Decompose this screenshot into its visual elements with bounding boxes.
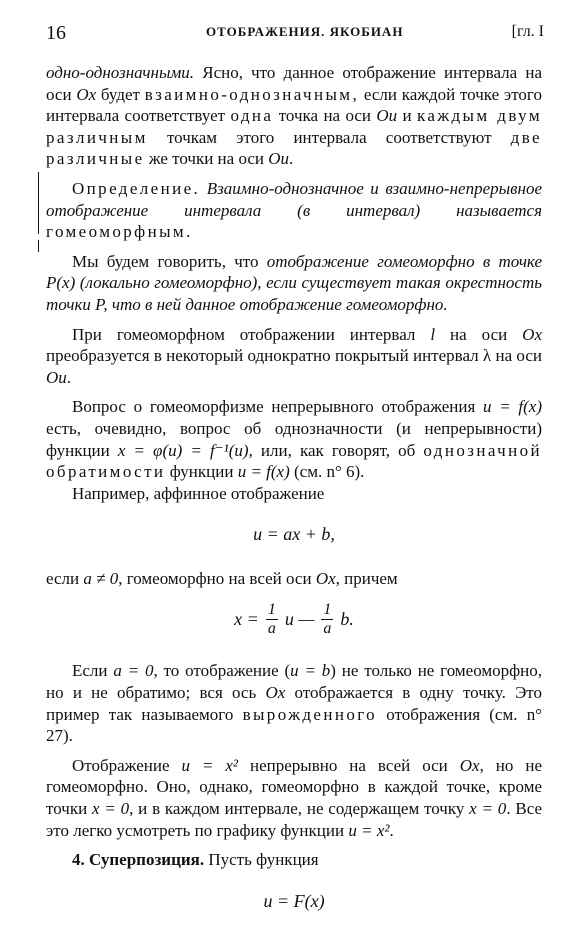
margin-mark (38, 172, 39, 234)
paragraph: Например, аффинное отображение (72, 483, 325, 503)
paragraph: Вопрос о гомеоморфизме непрерывного отображения u = f(x) есть, очевидно, вопрос об однозначности (и непрерывности) функции x = φ(u) = f⁻¹(u), или, как говорят, об однозначной обратимости функции u = f(x) (см. n° 6). (46, 397, 542, 482)
page-number: 16 (46, 22, 66, 44)
definition: Определение. Взаимно-однозначное и взаимно-непрерывное отображение интервала (в интервал) называется гомеоморфным. (46, 178, 542, 242)
paragraph: При гомеоморфном отображении интервал l на оси Ox преобразуется в некоторый однократно покрытый интервал λ на оси Ou. (46, 324, 542, 387)
section-heading-paragraph: 4. Суперпозиция. Пусть функция (72, 850, 319, 870)
paragraph: Мы будем говорить, что отображение гомеоморфно в точке P(x) (локально гомеоморфно), если существует такая окрестность точки P, что в ней данное отображение гомеоморфно. (46, 251, 543, 314)
paragraph: Если a = 0, то отображение (u = b) не только не гомеоморфно, но и не обратимо; вся ось Ox отображается в одну точку. Это пример так называемого вырожденного отображения (см. n° 27). (46, 661, 543, 746)
paragraph: если a ≠ 0, гомеоморфно на всей оси Ox, причем (46, 568, 398, 588)
fraction: $\frac{1}{a}$ (267, 601, 276, 638)
paragraph: одно-однозначными. Ясно, что данное отображение интервала на оси Ox будет взаимно-однозначным, если каждой точке этого интервала соответствует одна точка на оси Ou и каждым двум различным точкам этого интервала соответствуют две различные же точки на оси Ou. (46, 63, 542, 169)
page-body (46, 62, 542, 934)
fraction: $\frac{1}{a}$ (323, 601, 332, 638)
formula-superposition: u = F(x) (263, 890, 325, 911)
running-header (46, 22, 544, 46)
formula-inverse: x = $\frac{1}{a}$ u — $\frac{1}{a}$ b. (234, 601, 354, 638)
running-title: ОТОБРАЖЕНИЯ. ЯКОБИАН (206, 24, 404, 39)
margin-mark (38, 240, 39, 252)
paragraph: Отображение u = x² непрерывно на всей оси Ox, но не гомеоморфно. Оно, однако, гомеоморфно в каждой точке, кроме точки x = 0, и в каждом интервале, не содержащем точку x = 0. Все это легко усмотреть по графику функции u = x². (46, 755, 543, 840)
section-title: 4. Суперпозиция. (72, 850, 205, 870)
formula-affine: u = ax + b, (253, 524, 335, 545)
chapter-ref: [гл. I (511, 23, 544, 40)
